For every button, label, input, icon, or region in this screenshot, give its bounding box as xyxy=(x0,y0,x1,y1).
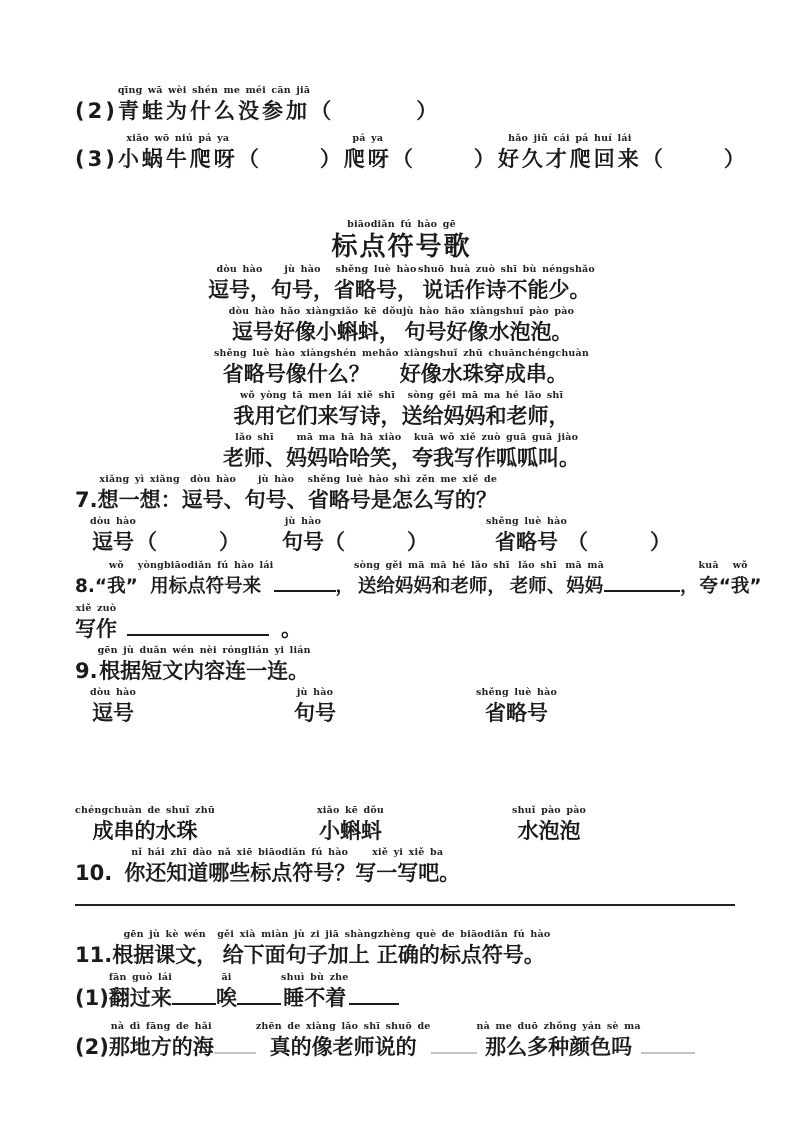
hanzi-text: 爬呀 xyxy=(343,147,392,171)
hanzi-text: 老师、 xyxy=(509,576,566,597)
pinyin-text: kuā xyxy=(698,560,719,571)
hanzi-text xyxy=(349,983,399,1013)
text-segment xyxy=(75,971,109,1013)
pinyin-text: dòu hào xyxy=(190,474,237,485)
song-line xyxy=(75,431,753,473)
pinyin-text: āi xyxy=(221,972,232,983)
hanzi-text: 省略号 xyxy=(495,530,559,554)
spacer-gap xyxy=(428,556,486,557)
text-segment xyxy=(75,84,118,126)
hanzi-text: 省略号 xyxy=(485,701,549,725)
hanzi-text: 翻过来 xyxy=(108,986,172,1010)
pinyin-text: nǐ hái zhī dào nǎ xiē biāodiǎn fú hào xyxy=(131,847,349,858)
ruby-segment xyxy=(334,263,418,305)
ruby-segment xyxy=(719,559,762,601)
ruby-segment xyxy=(98,644,311,686)
pinyin-text: sòng gěi mā mā hé lǎo shī xyxy=(354,560,510,571)
pinyin-text: gēn jù duǎn wén nèi rónglián yi lián xyxy=(97,645,311,656)
pinyin-text: shěng luè hào xyxy=(486,516,568,527)
pinyin-text: shuō huà zuò shī bù néngshǎo xyxy=(418,264,595,275)
hanzi-text xyxy=(127,614,269,644)
blank-segment xyxy=(172,970,216,1013)
ruby-segment xyxy=(75,602,117,644)
blank-segment xyxy=(349,970,399,1013)
hanzi-text: 睡不着 xyxy=(283,986,347,1010)
hanzi-text: 你还知道哪些标点符号？ xyxy=(124,861,356,885)
hanzi-text: 句号， xyxy=(271,278,335,302)
text-segment xyxy=(310,84,334,126)
text-segment xyxy=(724,132,748,174)
answer-blank xyxy=(127,614,269,636)
ruby-segment xyxy=(486,515,567,557)
text-segment xyxy=(324,515,345,557)
answer-blank xyxy=(431,1032,477,1054)
question-9 xyxy=(75,644,753,686)
blank-segment xyxy=(127,601,269,644)
hanzi-text: 真的像老师说的 xyxy=(269,1035,417,1059)
pinyin-text: jù hào hǎo xiàngshuǐ pào pào xyxy=(402,306,575,317)
ruby-segment xyxy=(402,389,570,431)
song-title xyxy=(75,218,753,263)
answer-blank xyxy=(604,570,680,592)
ruby-segment xyxy=(281,971,348,1013)
spacer-gap xyxy=(345,556,407,557)
hanzi-text: 逗号好像小蝌蚪， xyxy=(231,320,400,344)
ruby-segment xyxy=(286,431,412,473)
pinyin-text: zhēn de xiàng lǎo shī shuō de xyxy=(255,1021,431,1032)
hanzi-text xyxy=(431,1032,477,1062)
hanzi-text xyxy=(172,983,216,1013)
hanzi-text: 写作 xyxy=(75,617,117,641)
ruby-segment xyxy=(344,132,392,174)
pinyin-text: shuǐ pào pào xyxy=(512,805,587,816)
hanzi-text: “我” xyxy=(718,576,762,597)
ruby-segment xyxy=(245,473,308,515)
blank-segment xyxy=(641,1019,695,1062)
hanzi-text: (2) xyxy=(75,1035,109,1059)
pinyin-text: wǒ xyxy=(732,560,748,571)
text-segment xyxy=(219,515,240,557)
hanzi-text: 想一想： xyxy=(97,488,182,512)
ruby-segment xyxy=(182,473,245,515)
pinyin-text: shuì bù zhe xyxy=(281,972,349,983)
hanzi-text: （ xyxy=(136,530,157,554)
pinyin-text: pá ya xyxy=(352,133,384,144)
ruby-segment xyxy=(512,804,586,846)
hanzi-text: 9. xyxy=(75,659,98,683)
hanzi-text: 句号 xyxy=(282,530,324,554)
pinyin-text: sòng gěi mā ma hé lǎo shī xyxy=(407,390,564,401)
text-segment xyxy=(392,132,416,174)
spacer-gap xyxy=(334,125,416,126)
hanzi-text xyxy=(237,983,281,1013)
song-line xyxy=(75,305,753,347)
ruby-segment xyxy=(271,263,334,305)
blank-segment xyxy=(274,557,336,601)
hanzi-text: (2) xyxy=(75,99,118,123)
hanzi-text: 。 xyxy=(281,617,302,641)
hanzi-text: 省略号是怎么写的？ xyxy=(307,488,497,512)
answer-blank xyxy=(641,1032,695,1054)
hanzi-text: 小蜗牛爬呀 xyxy=(117,147,238,171)
pinyin-text: gēn jù kè wén xyxy=(123,929,206,940)
ruby-segment xyxy=(699,559,719,601)
text-segment xyxy=(336,559,355,601)
ruby-segment xyxy=(477,1020,641,1062)
hanzi-text: ） xyxy=(650,530,672,554)
hanzi-text: 省略号像什么？ xyxy=(222,362,370,386)
hanzi-text: 根据短文内容连一连。 xyxy=(99,659,310,683)
ruby-segment xyxy=(282,515,324,557)
blank-segment xyxy=(431,1019,477,1062)
ruby-segment xyxy=(112,928,217,970)
answer-blank xyxy=(274,570,336,592)
answer-writing-line xyxy=(75,904,735,906)
question-9-matches xyxy=(75,804,753,846)
ruby-segment xyxy=(98,473,182,515)
spacer-gap xyxy=(136,727,294,728)
pinyin-text: yòngbiāodiǎn fú hào lái xyxy=(137,560,274,571)
text-segment xyxy=(281,602,302,644)
hanzi-text: 好像水珠穿成串。 xyxy=(399,362,568,386)
text-segment xyxy=(75,1020,109,1062)
ruby-segment xyxy=(355,846,460,888)
hanzi-text: 夸我写作呱呱叫。 xyxy=(412,446,580,470)
ruby-segment xyxy=(118,132,238,174)
question-9-terms xyxy=(75,686,753,728)
pinyin-text: wǒ xyxy=(108,560,124,571)
question-11-item-1 xyxy=(75,970,753,1013)
text-segment xyxy=(416,84,440,126)
text-segment xyxy=(75,846,112,888)
hanzi-text: 小蝌蚪 xyxy=(318,819,382,843)
ruby-segment xyxy=(510,559,566,601)
pinyin-text: shěng luè hào xyxy=(476,687,558,698)
question-7-answers xyxy=(75,515,753,557)
pinyin-text: jù hào xyxy=(284,264,321,275)
hanzi-text: （ xyxy=(324,530,345,554)
hanzi-text: ） xyxy=(723,147,748,171)
ruby-segment xyxy=(331,218,471,263)
text-segment xyxy=(136,515,157,557)
question-8 xyxy=(75,557,762,601)
hanzi-text: ） xyxy=(473,147,498,171)
hanzi-text: (3) xyxy=(75,147,118,171)
hanzi-text: ， xyxy=(679,576,699,597)
pinyin-text: nà me duō zhǒng yán sè ma xyxy=(476,1021,641,1032)
ruby-segment xyxy=(308,473,497,515)
hanzi-text xyxy=(604,570,680,601)
ruby-segment xyxy=(216,971,237,1013)
text-segment xyxy=(680,559,699,601)
hanzi-text: 逗号 xyxy=(92,701,134,725)
ruby-segment xyxy=(498,132,642,174)
ruby-segment xyxy=(75,804,215,846)
hanzi-text: 那地方的海 xyxy=(108,1035,214,1059)
spacer-gap xyxy=(112,887,124,888)
ruby-segment xyxy=(418,263,595,305)
ruby-segment xyxy=(217,928,550,970)
hanzi-text: 逗号， xyxy=(208,278,272,302)
pinyin-text: xiě yi xiě ba xyxy=(372,847,444,858)
question-10-writing-line xyxy=(75,904,753,906)
hanzi-text: 给下面句子加上 正确的标点符号。 xyxy=(222,943,545,967)
question-11 xyxy=(75,928,753,970)
hanzi-text: 逗号 xyxy=(92,530,134,554)
text-segment xyxy=(238,132,262,174)
text-segment xyxy=(474,132,498,174)
ruby-segment xyxy=(565,559,604,601)
answer-blank xyxy=(349,983,399,1005)
hanzi-text: 唉 xyxy=(216,986,238,1010)
hanzi-text: 写一写吧。 xyxy=(355,861,461,885)
pinyin-text: dòu hào hǎo xiàngxiǎo kē dǒu xyxy=(228,306,403,317)
pinyin-text: mā mā xyxy=(565,560,604,571)
text-segment xyxy=(650,515,671,557)
hanzi-text: ， xyxy=(335,576,355,597)
ruby-segment xyxy=(234,389,402,431)
answer-blank xyxy=(214,1032,256,1054)
hanzi-text xyxy=(214,1032,256,1062)
pinyin-text: dòu hào xyxy=(216,264,263,275)
pinyin-text: fān guò lái xyxy=(108,972,173,983)
ruby-segment xyxy=(109,971,172,1013)
spacer-gap xyxy=(157,556,219,557)
pinyin-text: lǎo shī xyxy=(235,432,274,443)
blank-segment xyxy=(237,970,281,1013)
song-line xyxy=(75,389,753,431)
pinyin-text: jù hào xyxy=(296,687,334,698)
hanzi-text: ） xyxy=(416,99,441,123)
answer-blank xyxy=(172,983,216,1005)
pinyin-text: wǒ yòng tā men lái xiě shī xyxy=(239,390,396,401)
ruby-segment xyxy=(229,305,403,347)
hanzi-text: 妈妈 xyxy=(566,576,604,597)
pinyin-text: chéngchuàn de shuǐ zhū xyxy=(75,805,215,816)
ruby-segment xyxy=(214,347,379,389)
hanzi-text: 成串的水珠 xyxy=(92,819,198,843)
hanzi-text: （ xyxy=(237,147,262,171)
pinyin-text: dòu hào xyxy=(90,687,136,698)
pinyin-text: shěng luè hào xiàngshén me xyxy=(213,348,379,359)
hanzi-text: 我用它们来写诗， xyxy=(233,404,402,428)
ruby-segment xyxy=(124,846,355,888)
hanzi-text: (1) xyxy=(75,986,109,1010)
text-segment xyxy=(75,644,98,686)
hanzi-text: 句号好像水泡泡。 xyxy=(404,320,573,344)
hanzi-text: “我” xyxy=(94,576,138,597)
question-8-continued xyxy=(75,601,753,644)
pinyin-text: qīng wā wèi shén me méi cān jiā xyxy=(117,85,311,96)
hanzi-text: （ xyxy=(567,530,589,554)
ruby-segment xyxy=(109,1020,214,1062)
pinyin-text: nà dì fāng de hǎi xyxy=(110,1021,212,1032)
song-line xyxy=(75,347,753,389)
hanzi-text xyxy=(274,570,336,601)
spacer-gap xyxy=(416,173,474,174)
hanzi-text: 妈妈哈哈笑， xyxy=(286,446,412,470)
spacer-gap xyxy=(262,173,320,174)
pinyin-text: xiǎo kē dǒu xyxy=(316,805,385,816)
question-11-item-2 xyxy=(75,1019,753,1062)
ruby-segment xyxy=(223,431,286,473)
pinyin-text: xiǎng yì xiǎng xyxy=(99,474,180,485)
hanzi-text: 句号 xyxy=(294,701,336,725)
hanzi-text: 水泡泡 xyxy=(517,819,581,843)
pinyin-text: gěi xià miàn jù zi jiā shàngzhèng què de biāodiǎn fú hào xyxy=(217,929,551,940)
pinyin-text: biāodiǎn fú hào gē xyxy=(347,219,456,230)
pinyin-text: shěng luè hào xyxy=(335,264,417,275)
hanzi-text: 根据课文， xyxy=(112,943,218,967)
text-segment xyxy=(567,515,588,557)
hanzi-text: ） xyxy=(319,147,344,171)
ruby-segment xyxy=(118,84,310,126)
ruby-segment xyxy=(95,559,138,601)
hanzi-text: 送给妈妈和老师， xyxy=(401,404,570,428)
exercise-item-2 xyxy=(75,84,753,126)
hanzi-text: 老师、 xyxy=(223,446,286,470)
hanzi-text: 11. xyxy=(75,943,113,967)
pinyin-text: kuā wǒ xiě zuò guā guā jiào xyxy=(413,432,579,443)
exercise-item-3 xyxy=(75,132,753,174)
text-segment xyxy=(75,132,118,174)
pinyin-text: mā ma hā hā xiào xyxy=(296,432,402,443)
pinyin-text: dòu hào xyxy=(90,516,136,527)
blank-segment xyxy=(214,1019,256,1062)
spacer-gap xyxy=(336,727,476,728)
hanzi-text: 说话作诗不能少。 xyxy=(422,278,591,302)
spacer-gap xyxy=(666,173,724,174)
text-segment xyxy=(75,473,98,515)
pinyin-text: jù hào xyxy=(257,474,295,485)
hanzi-text: （ xyxy=(391,147,416,171)
pinyin-text: xiǎo wō niú pá ya xyxy=(126,133,230,144)
ruby-segment xyxy=(90,686,136,728)
hanzi-text: 标点符号歌 xyxy=(331,232,472,262)
text-segment xyxy=(75,559,95,601)
ruby-segment xyxy=(403,305,574,347)
ruby-segment xyxy=(138,559,274,601)
hanzi-text: 8. xyxy=(75,576,95,597)
hanzi-text: 那么多种颜色吗 xyxy=(485,1035,633,1059)
hanzi-text: 青蛙为什么没参加 xyxy=(118,99,310,123)
hanzi-text: 好久才爬回来 xyxy=(497,147,642,171)
hanzi-text: 7. xyxy=(75,488,98,512)
text-segment xyxy=(407,515,428,557)
hanzi-text: ） xyxy=(219,530,240,554)
pinyin-text: xiě zuò xyxy=(75,603,117,614)
hanzi-text: ） xyxy=(407,530,428,554)
pinyin-text: jù hào xyxy=(284,516,322,527)
text-segment xyxy=(75,928,112,970)
hanzi-text: 省略号， xyxy=(334,278,419,302)
ruby-segment xyxy=(476,686,557,728)
ruby-segment xyxy=(256,1020,431,1062)
hanzi-text: 逗号、 xyxy=(181,488,245,512)
ruby-segment xyxy=(379,347,590,389)
hanzi-text: 送给妈妈和老师， xyxy=(357,576,506,597)
question-7 xyxy=(75,473,753,515)
text-segment xyxy=(642,132,666,174)
ruby-segment xyxy=(354,559,510,601)
hanzi-text: 夸 xyxy=(699,576,718,597)
hanzi-text: 10. xyxy=(75,861,113,885)
text-segment xyxy=(320,132,344,174)
hanzi-text: 用标点符号来 xyxy=(150,576,262,597)
hanzi-text xyxy=(641,1032,695,1062)
answer-blank xyxy=(237,983,281,1005)
question-10 xyxy=(75,846,753,888)
blank-segment xyxy=(604,557,680,601)
hanzi-text: （ xyxy=(310,99,335,123)
ruby-segment xyxy=(294,686,336,728)
ruby-segment xyxy=(412,431,580,473)
ruby-segment xyxy=(208,263,271,305)
pinyin-text: hǎo jiǔ cái pá huí lái xyxy=(508,133,632,144)
hanzi-text: （ xyxy=(641,147,666,171)
song-line xyxy=(75,263,753,305)
pinyin-text: lǎo shī xyxy=(518,560,557,571)
hanzi-text: 句号、 xyxy=(244,488,308,512)
ruby-segment xyxy=(90,515,136,557)
ruby-segment xyxy=(317,804,384,846)
pinyin-text: hǎo xiàngshuǐ zhū chuānchéngchuàn xyxy=(378,348,590,359)
pinyin-text: shěng luè hào shì zěn me xiě de xyxy=(307,474,498,485)
